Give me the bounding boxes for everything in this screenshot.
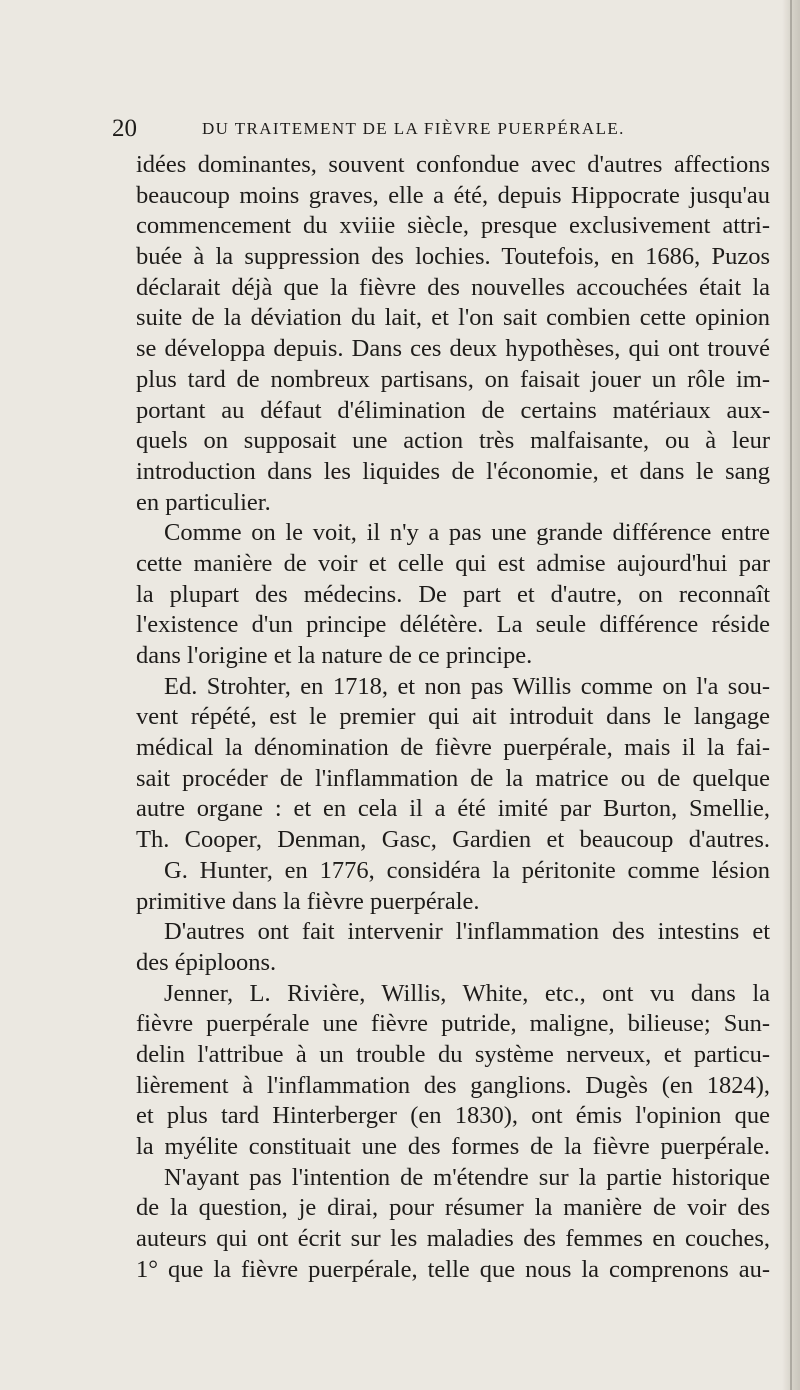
text-line: dans l'origine et la nature de ce principe.: [136, 642, 533, 669]
text-line: plus tard de nombreux partisans, on faisait jouer un rôle im-: [136, 365, 770, 393]
text-line: commencement du xviiie siècle, presque exclusivement attri-: [136, 212, 770, 240]
text-line: beaucoup moins graves, elle a été, depuis Hippocrate jusqu'au: [136, 181, 770, 209]
text-line: introduction dans les liquides de l'économie, et dans le sang: [136, 457, 770, 485]
text-line: buée à la suppression des lochies. Toutefois, en 1686, Puzos: [136, 243, 770, 271]
text-line: se développa depuis. Dans ces deux hypothèses, qui ont trouvé: [136, 335, 770, 363]
text-line: 1° que la fièvre puerpérale, telle que nous la comprenons au-: [136, 1255, 770, 1283]
text-line: vent répété, est le premier qui ait introduit dans le langage: [136, 703, 770, 731]
text-line: Jenner, L. Rivière, Willis, White, etc., ont vu dans la: [164, 979, 770, 1007]
text-line: quels on supposait une action très malfaisante, ou à leur: [136, 427, 770, 455]
text-line: primitive dans la fièvre puerpérale.: [136, 887, 480, 915]
running-head: DU TRAITEMENT DE LA FIÈVRE PUERPÉRALE.: [202, 119, 625, 138]
page-header: [112, 112, 712, 146]
text-line: fièvre puerpérale une fièvre putride, maligne, bilieuse; Sun-: [136, 1010, 770, 1038]
text-line: des épiploons.: [136, 948, 277, 976]
body-text: [136, 150, 770, 1285]
text-line: en particulier.: [136, 488, 271, 516]
text-line: lièrement à l'inflammation des ganglions. Dugès (en 1824),: [136, 1071, 770, 1099]
text-line: delin l'attribue à un trouble du système nerveux, et particu-: [136, 1040, 770, 1068]
text-line: sait procéder de l'inflammation de la matrice ou de quelque: [136, 764, 770, 792]
text-line: suite de la déviation du lait, et l'on sait combien cette opinion: [136, 304, 770, 332]
text-line: D'autres ont fait intervenir l'inflammation des intestins et: [164, 918, 770, 946]
text-line: N'ayant pas l'intention de m'étendre sur la partie historique: [164, 1163, 770, 1191]
text-line: auteurs qui ont écrit sur les maladies des femmes en couches,: [136, 1225, 770, 1253]
text-line: Th. Cooper, Denman, Gasc, Gardien et beaucoup d'autres.: [136, 826, 770, 854]
text-line: cette manière de voir et celle qui est admise aujourd'hui par: [136, 549, 770, 577]
text-line: Ed. Strohter, en 1718, et non pas Willis comme on l'a sou-: [164, 672, 770, 700]
text-line: et plus tard Hinterberger (en 1830), ont émis l'opinion que: [136, 1102, 770, 1130]
page-number: 20: [112, 115, 137, 142]
text-line: autre organe : et en cela il a été imité par Burton, Smellie,: [136, 795, 770, 823]
text-line: la myélite constituait une des formes de la fièvre puerpérale.: [136, 1133, 770, 1160]
text-line: G. Hunter, en 1776, considéra la péritonite comme lésion: [164, 856, 770, 884]
text-line: de la question, je dirai, pour résumer la manière de voir des: [136, 1194, 770, 1222]
page-edge-line: [790, 0, 792, 1390]
text-line: médical la dénomination de fièvre puerpérale, mais il la fai-: [136, 734, 770, 762]
text-line: Comme on le voit, il n'y a pas une grande différence entre: [164, 519, 770, 547]
text-line: déclarait déjà que la fièvre des nouvelles accouchées était la: [136, 273, 770, 301]
text-line: portant au défaut d'élimination de certains matériaux aux-: [136, 396, 770, 424]
text-line: l'existence d'un principe délétère. La seule différence réside: [136, 611, 770, 639]
text-line: idées dominantes, souvent confondue avec d'autres affections: [136, 151, 770, 178]
text-line: la plupart des médecins. De part et d'autre, on reconnaît: [136, 580, 770, 608]
